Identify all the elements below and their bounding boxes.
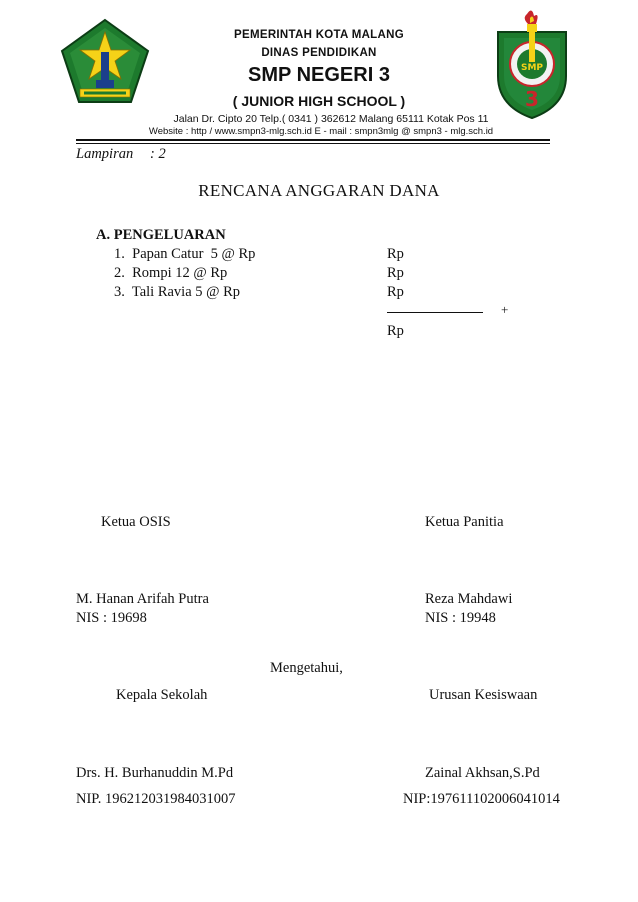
letterhead-address: Jalan Dr. Cipto 20 Telp.( 0341 ) 362612 Malang 65111 Kotak Pos 11: [173, 113, 489, 125]
letterhead-rule-thick: [76, 139, 550, 141]
osis-id: NIS : 19698: [76, 610, 147, 626]
expense-total: Rp: [387, 323, 404, 339]
student-affairs-role: Urusan Kesiswaan: [429, 687, 538, 703]
letterhead-rule-thin: [76, 143, 550, 144]
letterhead-department: DINAS PENDIDIKAN: [261, 47, 377, 59]
attachment-value: : 2: [150, 146, 166, 162]
osis-name: M. Hanan Arifah Putra: [76, 591, 209, 607]
panitia-role: Ketua Panitia: [425, 514, 504, 530]
student-affairs-id: NIP:197611102006041014: [403, 791, 560, 807]
expense-item-label: 1. Papan Catur 5 @ Rp: [114, 246, 256, 262]
student-affairs-name: Zainal Akhsan,S.Pd: [425, 765, 540, 781]
document-title: RENCANA ANGGARAN DANA: [198, 181, 440, 200]
expense-item-amount: Rp: [387, 265, 404, 281]
acknowledged-label: Mengetahui,: [270, 660, 343, 676]
letterhead-government: PEMERINTAH KOTA MALANG: [234, 29, 404, 41]
letterhead-contact: Website : http / www.smpn3-mlg.sch.id E - mail : smpn3mlg @ smpn3 - mlg.sch.id: [148, 126, 494, 137]
letterhead-school-subtitle: ( JUNIOR HIGH SCHOOL ): [232, 93, 406, 109]
expense-item-amount: Rp: [387, 246, 404, 262]
principal-role: Kepala Sekolah: [116, 687, 208, 703]
svg-text:SMP: SMP: [520, 63, 544, 73]
expense-item-label: 2. Rompi 12 @ Rp: [114, 265, 228, 281]
section-heading: A. PENGELUARAN: [96, 227, 226, 243]
sum-plus-sign: +: [501, 302, 509, 317]
attachment-label: Lampiran: [76, 146, 134, 162]
panitia-id: NIS : 19948: [425, 610, 496, 626]
panitia-name: Reza Mahdawi: [425, 591, 513, 607]
expense-item-label: 3. Tali Ravia 5 @ Rp: [114, 284, 241, 300]
letterhead-school-name: SMP NEGERI 3: [248, 64, 390, 86]
principal-name: Drs. H. Burhanuddin M.Pd: [76, 765, 234, 781]
osis-role: Ketua OSIS: [101, 514, 171, 530]
svg-text:3: 3: [525, 87, 539, 111]
sum-rule: [387, 312, 483, 313]
principal-id: NIP. 196212031984031007: [76, 791, 236, 807]
expense-item-amount: Rp: [387, 284, 404, 300]
